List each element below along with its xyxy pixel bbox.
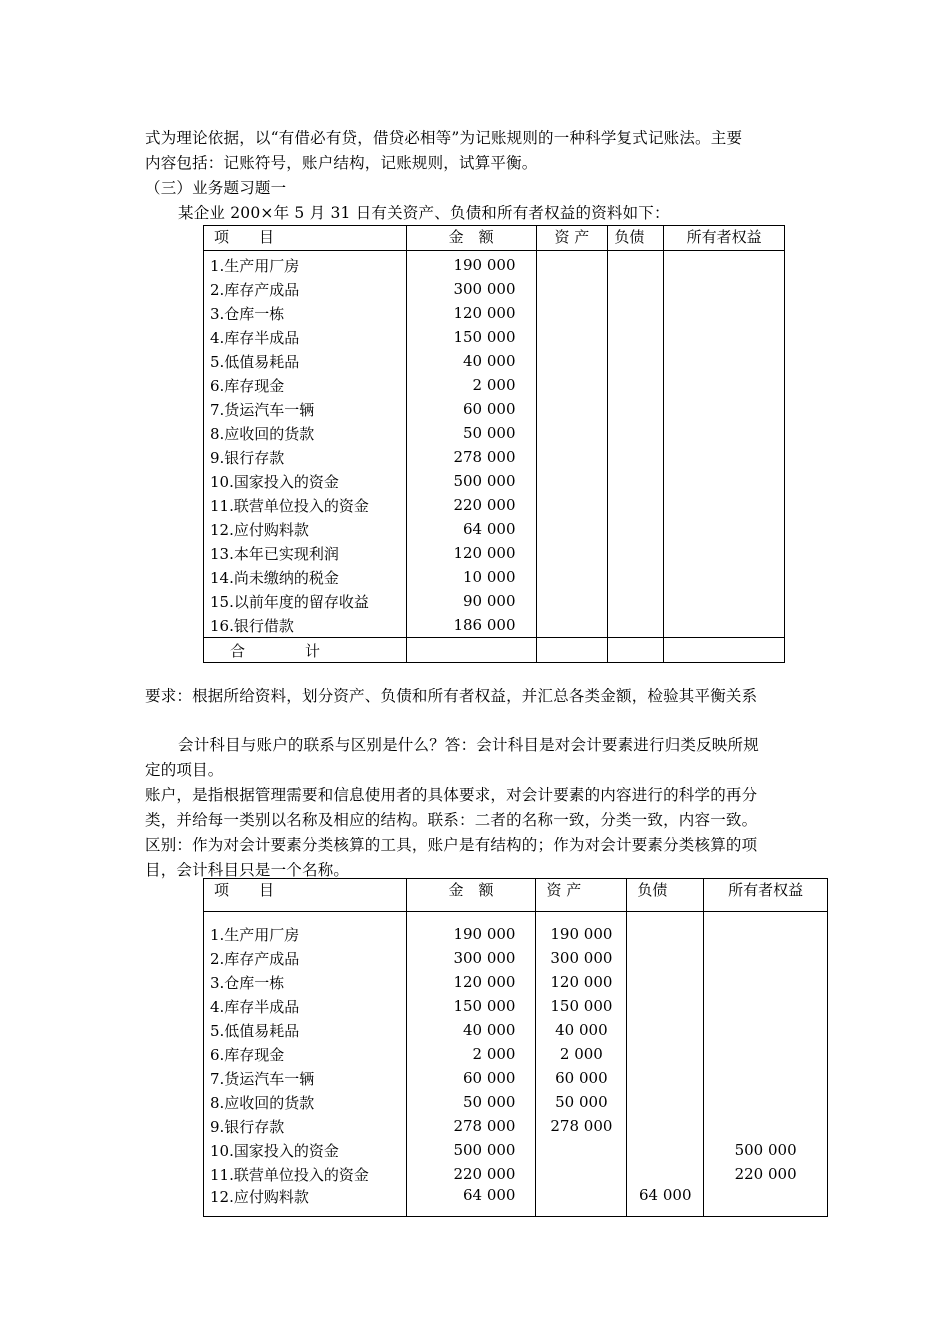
item-amount: 2 000	[406, 1042, 536, 1066]
item-amount: 220 000	[406, 1162, 536, 1186]
item-name: 6.库存现金	[204, 373, 407, 397]
item-asset: 300 000	[536, 946, 627, 970]
header-equity: 所有者权益	[704, 879, 828, 912]
item-equity	[664, 301, 785, 325]
header-equity: 所有者权益	[664, 226, 785, 251]
item-amount: 120 000	[406, 970, 536, 994]
table-row	[204, 589, 785, 613]
item-equity	[664, 251, 785, 278]
item-liability	[627, 1018, 704, 1042]
item-equity	[664, 517, 785, 541]
spacer-row	[204, 912, 828, 923]
item-name: 6.库存现金	[204, 1042, 407, 1066]
item-equity	[704, 1186, 828, 1217]
item-asset	[536, 373, 608, 397]
item-amount: 500 000	[406, 469, 536, 493]
item-equity	[664, 613, 785, 638]
item-name: 16.银行借款	[204, 613, 407, 638]
item-equity	[704, 922, 828, 946]
item-asset	[536, 325, 608, 349]
item-amount: 2 000	[406, 373, 536, 397]
item-equity	[664, 277, 785, 301]
item-equity	[704, 1042, 828, 1066]
item-name: 13.本年已实现利润	[204, 541, 407, 565]
item-amount: 190 000	[406, 251, 536, 278]
total-liability	[608, 638, 664, 663]
item-equity	[664, 373, 785, 397]
item-asset	[536, 613, 608, 638]
item-name: 14.尚未缴纳的税金	[204, 565, 407, 589]
item-liability	[627, 994, 704, 1018]
item-asset	[536, 397, 608, 421]
item-equity	[664, 469, 785, 493]
item-asset: 190 000	[536, 922, 627, 946]
item-liability	[627, 946, 704, 970]
answer-line-6: 目，会计科目只是一个名称。	[145, 861, 350, 879]
header-asset: 资 产	[536, 226, 608, 251]
item-amount: 120 000	[406, 541, 536, 565]
item-name: 2.库存产成品	[204, 277, 407, 301]
item-name: 5.低值易耗品	[204, 1018, 407, 1042]
table-row	[204, 1162, 828, 1186]
table-row	[204, 349, 785, 373]
header-liability: 负债	[608, 226, 664, 251]
header-amount: 金 额	[406, 879, 536, 912]
item-asset	[536, 1162, 627, 1186]
item-asset: 50 000	[536, 1090, 627, 1114]
item-name: 12.应付购料款	[204, 1186, 407, 1217]
item-equity	[664, 541, 785, 565]
table-row	[204, 1066, 828, 1090]
item-liability	[608, 493, 664, 517]
item-amount: 278 000	[406, 1114, 536, 1138]
item-equity: 500 000	[704, 1138, 828, 1162]
item-equity	[664, 349, 785, 373]
total-amount	[406, 638, 536, 663]
item-amount: 150 000	[406, 325, 536, 349]
item-name: 10.国家投入的资金	[204, 469, 407, 493]
header-item: 项 目	[204, 879, 407, 912]
item-asset	[536, 421, 608, 445]
item-liability	[608, 251, 664, 278]
item-liability	[608, 325, 664, 349]
item-asset: 278 000	[536, 1114, 627, 1138]
item-amount: 50 000	[406, 421, 536, 445]
total-label: 合 计	[204, 638, 407, 663]
total-asset	[536, 638, 608, 663]
item-liability	[627, 1042, 704, 1066]
item-amount: 60 000	[406, 397, 536, 421]
item-name: 11.联营单位投入的资金	[204, 1162, 407, 1186]
item-amount: 10 000	[406, 565, 536, 589]
item-liability	[627, 1114, 704, 1138]
item-liability	[627, 1138, 704, 1162]
item-liability	[608, 277, 664, 301]
item-asset	[536, 1186, 627, 1217]
item-amount: 220 000	[406, 493, 536, 517]
item-amount: 150 000	[406, 994, 536, 1018]
item-asset: 120 000	[536, 970, 627, 994]
item-amount: 120 000	[406, 301, 536, 325]
total-equity	[664, 638, 785, 663]
item-amount: 186 000	[406, 613, 536, 638]
item-liability: 64 000	[627, 1186, 704, 1217]
item-asset	[536, 1138, 627, 1162]
item-equity: 220 000	[704, 1162, 828, 1186]
table-row	[204, 325, 785, 349]
item-equity	[664, 445, 785, 469]
item-name: 1.生产用厂房	[204, 251, 407, 278]
table-row	[204, 541, 785, 565]
intro-line-2: 内容包括：记账符号，账户结构，记账规则，试算平衡。	[145, 154, 538, 172]
item-liability	[608, 469, 664, 493]
item-amount: 50 000	[406, 1090, 536, 1114]
answer-line-5: 区别：作为对会计要素分类核算的工具，账户是有结构的；作为对会计要素分类核算的项	[145, 836, 758, 854]
table-row	[204, 1114, 828, 1138]
table-row	[204, 1090, 828, 1114]
requirement-text: 要求：根据所给资料，划分资产、负债和所有者权益，并汇总各类金额，检验其平衡关系	[145, 687, 758, 705]
header-asset: 资 产	[536, 879, 627, 912]
item-liability	[627, 1090, 704, 1114]
item-liability	[608, 301, 664, 325]
item-liability	[608, 349, 664, 373]
intro-line-1: 式为理论依据，以“有借必有贷，借贷必相等”为记账规则的一种科学复式记账法。主要	[145, 129, 743, 147]
item-amount: 300 000	[406, 946, 536, 970]
item-name: 8.应收回的货款	[204, 421, 407, 445]
header-liability: 负债	[627, 879, 704, 912]
table-row	[204, 946, 828, 970]
item-equity	[664, 325, 785, 349]
answer-line-2: 定的项目。	[145, 761, 224, 779]
item-name: 15.以前年度的留存收益	[204, 589, 407, 613]
table-row	[204, 994, 828, 1018]
table-row	[204, 970, 828, 994]
table-row	[204, 373, 785, 397]
item-asset	[536, 589, 608, 613]
item-amount: 64 000	[406, 517, 536, 541]
item-liability	[627, 970, 704, 994]
item-name: 11.联营单位投入的资金	[204, 493, 407, 517]
item-liability	[608, 541, 664, 565]
item-liability	[627, 1162, 704, 1186]
item-name: 2.库存产成品	[204, 946, 407, 970]
table-row	[204, 493, 785, 517]
balance-table-filled	[203, 878, 828, 1217]
item-name: 10.国家投入的资金	[204, 1138, 407, 1162]
item-asset	[536, 493, 608, 517]
item-name: 3.仓库一栋	[204, 301, 407, 325]
item-amount: 64 000	[406, 1186, 536, 1217]
table-row	[204, 613, 785, 638]
table-row	[204, 277, 785, 301]
item-asset: 150 000	[536, 994, 627, 1018]
item-liability	[627, 922, 704, 946]
item-liability	[608, 373, 664, 397]
table-row	[204, 469, 785, 493]
item-asset	[536, 301, 608, 325]
item-equity	[664, 565, 785, 589]
item-asset: 40 000	[536, 1018, 627, 1042]
item-name: 5.低值易耗品	[204, 349, 407, 373]
item-name: 9.银行存款	[204, 1114, 407, 1138]
table-row	[204, 445, 785, 469]
item-equity	[704, 994, 828, 1018]
item-asset	[536, 541, 608, 565]
table-row	[204, 922, 828, 946]
header-amount: 金 额	[406, 226, 536, 251]
item-equity	[664, 397, 785, 421]
table1-lead: 某企业 200×年 5 月 31 日有关资产、负债和所有者权益的资料如下：	[178, 204, 670, 222]
section-heading: （三）业务题习题一	[145, 179, 287, 197]
answer-line-4: 类，并给每一类别以名称及相应的结构。联系：二者的名称一致，分类一致，内容一致。	[145, 811, 758, 829]
table-row	[204, 301, 785, 325]
item-asset	[536, 517, 608, 541]
item-amount: 60 000	[406, 1066, 536, 1090]
item-amount: 500 000	[406, 1138, 536, 1162]
item-amount: 90 000	[406, 589, 536, 613]
item-name: 8.应收回的货款	[204, 1090, 407, 1114]
item-equity	[664, 421, 785, 445]
answer-line-3: 账户，是指根据管理需要和信息使用者的具体要求，对会计要素的内容进行的科学的再分	[145, 786, 758, 804]
item-equity	[704, 970, 828, 994]
item-name: 12.应付购料款	[204, 517, 407, 541]
table-row	[204, 517, 785, 541]
item-liability	[627, 1066, 704, 1090]
item-amount: 40 000	[406, 349, 536, 373]
table-row	[204, 1018, 828, 1042]
item-amount: 40 000	[406, 1018, 536, 1042]
item-name: 4.库存半成品	[204, 325, 407, 349]
item-liability	[608, 589, 664, 613]
item-liability	[608, 613, 664, 638]
item-equity	[704, 1090, 828, 1114]
item-amount: 278 000	[406, 445, 536, 469]
item-liability	[608, 565, 664, 589]
item-amount: 190 000	[406, 922, 536, 946]
item-liability	[608, 397, 664, 421]
item-liability	[608, 445, 664, 469]
table-row	[204, 251, 785, 278]
item-asset	[536, 349, 608, 373]
item-equity	[664, 589, 785, 613]
answer-line-1: 会计科目与账户的联系与区别是什么？答：会计科目是对会计要素进行归类反映所规	[178, 736, 759, 754]
item-asset	[536, 469, 608, 493]
item-asset: 60 000	[536, 1066, 627, 1090]
item-asset	[536, 565, 608, 589]
table-row	[204, 1138, 828, 1162]
item-asset	[536, 251, 608, 278]
item-liability	[608, 517, 664, 541]
item-name: 7.货运汽车一辆	[204, 397, 407, 421]
table-row	[204, 397, 785, 421]
item-liability	[608, 421, 664, 445]
item-name: 7.货运汽车一辆	[204, 1066, 407, 1090]
item-equity	[704, 946, 828, 970]
table-row	[204, 421, 785, 445]
item-equity	[664, 493, 785, 517]
item-amount: 300 000	[406, 277, 536, 301]
item-asset	[536, 277, 608, 301]
header-item: 项 目	[204, 226, 407, 251]
table-row	[204, 565, 785, 589]
item-equity	[704, 1018, 828, 1042]
item-name: 4.库存半成品	[204, 994, 407, 1018]
item-name: 3.仓库一栋	[204, 970, 407, 994]
item-asset	[536, 445, 608, 469]
balance-table-blank	[203, 225, 785, 663]
item-equity	[704, 1114, 828, 1138]
table-row	[204, 1042, 828, 1066]
table-row	[204, 1186, 828, 1217]
item-asset: 2 000	[536, 1042, 627, 1066]
item-name: 9.银行存款	[204, 445, 407, 469]
item-equity	[704, 1066, 828, 1090]
item-name: 1.生产用厂房	[204, 922, 407, 946]
